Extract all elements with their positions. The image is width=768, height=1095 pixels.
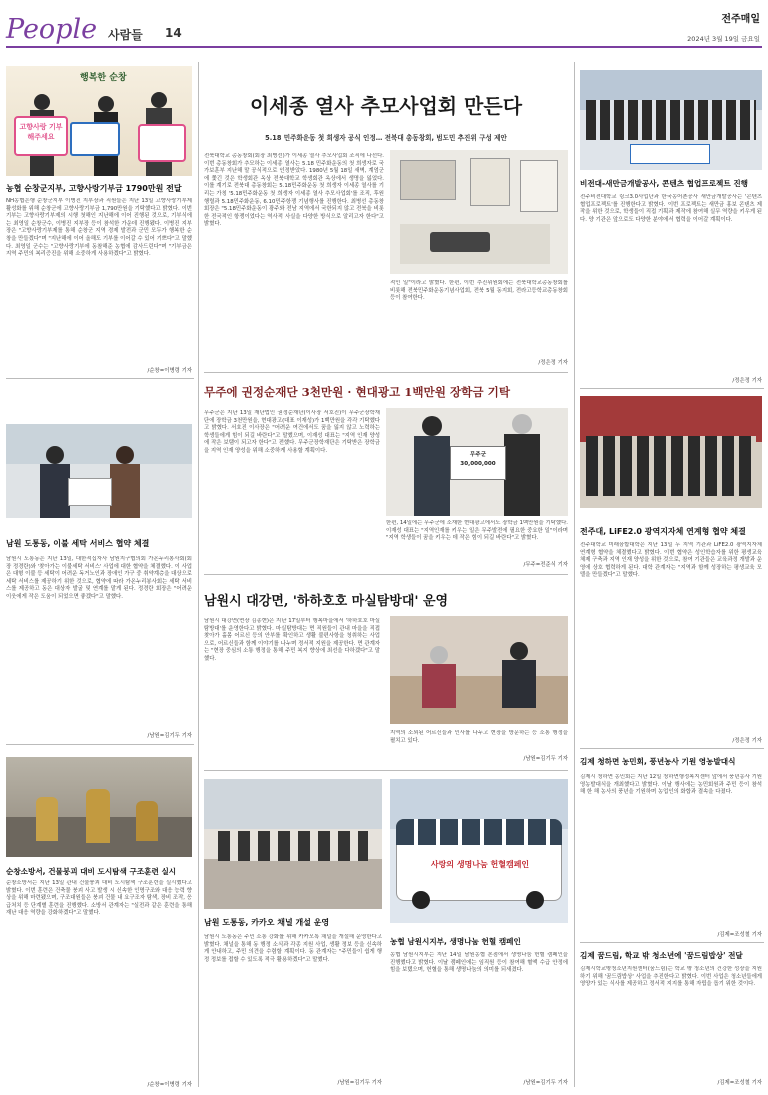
article-headline: 김제 꿈드림, 학교 밖 청소년에 '꿈드림밥상' 전달 (580, 951, 743, 960)
article-body: 적인 일"이라고 밝혔다. 한편, 이번 추진위원회에는 전북대학교총동창회를 비롯해 전북민주화운동기념사업회, 전북 5월 동지회, 전라고등학교총동창회 등이 참여한다. (390, 280, 568, 302)
photo-caption: 한편, 14일에는 무주군에 소재한 현대광고에서도 장학금 1백만원을 기탁했다. 이재성 대표는 "지역인재를 키우는 일은 무주발전에 필요한 중요한 일"이라며 "지역 학생들이 꿈을 키우는 데 작은 힘이 되길 바란다"고 밝혔다. (386, 520, 568, 542)
article-divider (204, 770, 568, 771)
article-byline: /남원=김기두 기자 (337, 1080, 382, 1086)
article-headline: 전주대, LiFE2.0 광역지자체 연계형 협약 체결 (580, 527, 746, 536)
photo-sign-text: 고향사랑 기부해주세요 (19, 123, 63, 141)
article-body: 남원시 대강면(면장 김종현)은 지난 17일부터 행복마을에서 '하하호호 마실탐방대'를 운영한다고 밝혔다. 마실탐방대는 면 직원들이 관내 마을을 직접 찾아가 홀몸 어르신 등의 안부를 확인하고 생활 불편사항을 청취하는 사업으로, 어르신들과 함께 이야기를 나누며 정서적 지원을 제공한다. 면 관계자는 "현장 중심의 소통 행정을 통해 주민 복지 향상에 최선을 다하겠다"고 말했다. (204, 618, 380, 662)
photo-village-visit (390, 616, 568, 724)
article-byline: /순창=이병령 기자 (147, 368, 192, 374)
article-byline: /남원=김기두 기자 (523, 1080, 568, 1086)
section-name: People (6, 14, 98, 45)
article-body: 김제시학교밖청소년지원센터(꿈드림)는 학교 밖 청소년의 건강한 성장을 지원하기 위해 '꿈드림밥상' 사업을 추진한다고 밝혔다. 이번 사업은 청소년들에게 영양가 있는 식사를 제공하고 정서적 지지를 통해 자립을 돕기 위한 것이다. (580, 966, 762, 988)
article-byline: /정은정 기자 (732, 738, 762, 744)
column-divider (198, 62, 199, 1087)
article-headline: 농협 남원시지부, 생명나눔 헌혈 캠페인 (390, 937, 521, 946)
article-byline: /김제=조성철 기자 (717, 1080, 762, 1086)
article-divider (580, 388, 764, 389)
bus-banner-text: 사랑의 생명나눔 헌혈캠페인 (430, 860, 530, 869)
article-byline: /정은정 기자 (538, 360, 568, 366)
article-body: 남원시 도통동은 지난 13일, 대한적십자사 남원지구협의회 가온누리봉사회(회장 정경란)와 '찾아가는 이불세탁 서비스' 사업에 대한 협약을 체결했다. 이 사업은 대형 이불 등 세탁이 어려운 독거노인과 장애인 가구 중 취약계층을 대상으로 세탁 서비스를 제공하기 위한 것으로, 협약에 따라 가온누리봉사회는 세탁 서비스를 제공하고 동은 대상자 발굴 및 연계를 맡게 된다. 정경란 회장은 "어려운 이웃에게 작은 도움이 되었으면 좋겠다"고 말했다. (6, 556, 192, 600)
article-divider (580, 942, 764, 943)
article-headline: 남원시 대강면, '하하호호 마실탐방대' 운영 (204, 594, 449, 609)
photo-agreement-signing (6, 424, 192, 518)
article-byline: /정은정 기자 (732, 378, 762, 384)
photo-board-text: 무주군 30,000,000 (460, 452, 496, 467)
column-divider (574, 62, 575, 1087)
article-body: 전주대학교 미래융합대학은 지난 13일 두 지역 기관과 LiFE2.0 광역지자체 연계형 협약을 체결했다고 밝혔다. 이번 협약은 성인학습자를 위한 평생교육 체제 구축과 지역 인재 양성을 위한 것으로, 참여 기관들은 교육과정 개발과 운영에 상호 협력하게 된다. 대학 관계자는 "지역과 함께 성장하는 평생교육 모델을 만들겠다"고 말했다. (580, 542, 762, 579)
article-divider (204, 372, 568, 373)
photo-banner-text: 행복한 순창 (80, 73, 127, 83)
photo-rescue-training (6, 757, 192, 857)
article-body: 무주군은 지난 13일 재단법인 권정순재단(이사장 서호진)이 무주군장학재단에 장학금 3천만원을, 현대광고(대표 이재성)가 1백만원을 각각 기탁했다고 밝혔다. 서호진 이사장은 "어려운 여건에서도 꿈을 잃지 않고 노력하는 학생들에게 힘이 되길 바란다"고 말했으며, 이재성 대표는 "지역 인재 양성에 작은 보탬이 되고자 한다"고 전했다. 무주군장학재단은 기탁받은 장학금을 지역 인재 양성을 위해 소중하게 사용할 계획이다. (204, 410, 380, 454)
article-body: 농협 남원시지부는 지난 14일 남원농협 본점에서 생명나눔 헌혈 캠페인을 진행했다고 밝혔다. 이날 캠페인에는 임직원 등이 참여해 혈액 수급 안정에 힘을 보탰으며, 헌혈을 통해 생명나눔의 의미를 되새겼다. (390, 952, 568, 974)
photo-group-meeting (204, 779, 382, 909)
article-headline: 무주에 권정순재단 3천만원 · 현대광고 1백만원 장학금 기탁 (204, 385, 511, 399)
article-body: 순창소방서는 지난 13일 관내 건물붕괴 대비 도시탐색 구조훈련을 실시했다고 밝혔다. 이번 훈련은 건축물 붕괴 사고 발생 시 신속한 인명구조와 대응 능력 향상을 위해 마련됐으며, 구조대원들은 붕괴 건물 내 요구조자 탐색, 장비 조작, 응급처치 등 단계별 훈련을 진행했다. 소방서 관계자는 "실전과 같은 훈련을 통해 재난 대응 역량을 강화하겠다"고 말했다. (6, 880, 192, 917)
photo-partnership-group (580, 70, 762, 170)
article-headline: 김제 청하면 농민회, 풍년농사 기원 영농발대식 (580, 757, 736, 766)
article-byline: /순창=이병령 기자 (147, 1082, 192, 1088)
article-body: 전북대학교 총동창회(회장 최병선)가 이세종 열사 추모사업회 조직에 나선다. 이번 총동창회가 추모하는 이세종 열사는 5.18 민주화운동의 첫 희생자로 국가보훈부 지난해 말 공식적으로 인정받았다. 1980년 5월 18일 새벽, 계엄군에 쫓긴 것은 학생회관 옥상 전북대학교 학생회관 옥상에서 생명을 잃었다. 이를 계기로 전북대 총동창회는 5.18민주화운동 첫 희생자 이세종 열사를 기리는 가칭 '5.18민주화운동 첫 희생자 이세종 열사 추모사업회'를 조직, 후원행렬과 5.18민주화운동, 6.10민주항쟁 기념행사를 진행한다. 최병선 총동창회장은 "5.18민주화운동이 광주와 전남 지역에서 국한되지 않고 전북을 비롯한 전국적인 항쟁이었다는 역사적 사실을 다양한 방식으로 알리고자 한다"고 밝혔다. (204, 153, 384, 228)
article-headline: 비전대-새만금개발공사, 콘텐츠 협업프로젝트 진행 (580, 179, 749, 188)
article-body: 남원시 도통동은 주민 소통 강화를 위해 카카오톡 채널을 개설해 운영한다고 밝혔다. 채널을 통해 동 행정 소식과 각종 지원 사업, 생활 정보 등을 신속하게 안내하고, 주민 의견을 수렴할 계획이다. 동 관계자는 "주민들이 쉽게 행정 정보를 접할 수 있도록 적극 활용하겠다"고 말했다. (204, 934, 382, 963)
photo-memorial-exhibit (390, 150, 568, 274)
page-number: 14 (165, 26, 182, 40)
photo-donation-ceremony (6, 66, 192, 176)
article-byline: /남원=김기두 기자 (147, 733, 192, 739)
issue-date: 2024년 3월 19일 금요일 (687, 35, 760, 43)
lead-subheadline: 5.18 민주화운동 첫 희생자 공식 인정… 전북대 총동창회, 범도민 추진위 구성 제안 (265, 134, 507, 142)
article-headline: 남원 도통동, 카카오 채널 개설 운영 (204, 918, 330, 927)
article-byline: /김제=조성철 기자 (717, 932, 762, 938)
photo-caption: 지역의 소외된 어르신들과 인사를 나누고 현장을 방문하는 등 소통 행정을 펼치고 있다. (390, 730, 568, 744)
article-body: 김제시 청하면 농민회는 지난 12일 청하면행정복지센터 앞에서 풍년농사 기원 영농발대식을 개최했다고 밝혔다. 이날 행사에는 농민회원과 주민 등이 참석해 한 해 농사의 풍년을 기원하며 농업인의 화합과 결속을 다졌다. (580, 774, 762, 796)
article-divider (580, 748, 764, 749)
photo-lifelong-education-agreement (580, 396, 762, 508)
article-headline: 남원 도통동, 이불 세탁 서비스 협약 체결 (6, 539, 150, 548)
newspaper-name: 전주매일 (721, 14, 760, 25)
article-divider (204, 574, 568, 575)
section-name-korean: 사람들 (108, 28, 143, 42)
article-headline: 농협 순창군지부, 고향사랑기부금 1790만원 전달 (6, 184, 182, 193)
article-body: NH농협은행 순창군지부 이병진 지부장과 직원들은 지난 13일 고향사랑기부제 활성화를 위해 순창군에 고향사랑기부금 1,790만원을 기탁했다고 밝혔다. 이번 기부는 고향사랑기부제의 시행 첫해인 지난해에 이어 진행된 것으로, 기부식에는 최영일 순창군수, 이병진 지부장 등이 참석한 가운데 진행됐다. 이병진 지부장은 "고향사랑기부제를 통해 순창군 지역 경제 발전과 군민 모두가 행복한 순창을 만들겠다"며 "지난해에 이어 올해도 기부를 이어갈 수 있어 기쁘다"고 말했다. 최영일 군수는 "고향사랑기부에 동참해준 농협에 감사드린다"며 "기부금은 지역 주민의 복리증진을 위해 소중하게 사용하겠다"고 밝혔다. (6, 198, 192, 258)
article-headline: 순창소방서, 건물붕괴 대비 도시탐색 구조훈련 실시 (6, 867, 177, 876)
article-byline: /남원=김기두 기자 (523, 756, 568, 762)
article-byline: /무주=전준식 기자 (523, 562, 568, 568)
page-header (0, 0, 768, 50)
header-rule (6, 46, 762, 48)
article-divider (6, 378, 194, 379)
article-divider (6, 744, 194, 745)
article-body: 전주비전대학교 링크3.0사업단과 한국농어촌공사 새만금개발공사는 '콘텐츠 협업프로젝트'를 진행한다고 밝혔다. 이번 프로젝트는 새만금 홍보 콘텐츠 제작을 위한 것으로, 학생들이 직접 기획과 제작에 참여해 실무 역량을 키우게 된다. 양 기관은 앞으로도 다양한 분야에서 협력을 이어갈 계획이다. (580, 194, 762, 223)
photo-blood-donation-bus (390, 779, 568, 923)
photo-scholarship-donation (386, 408, 568, 516)
lead-headline: 이세종 열사 추모사업회 만든다 (249, 94, 523, 118)
